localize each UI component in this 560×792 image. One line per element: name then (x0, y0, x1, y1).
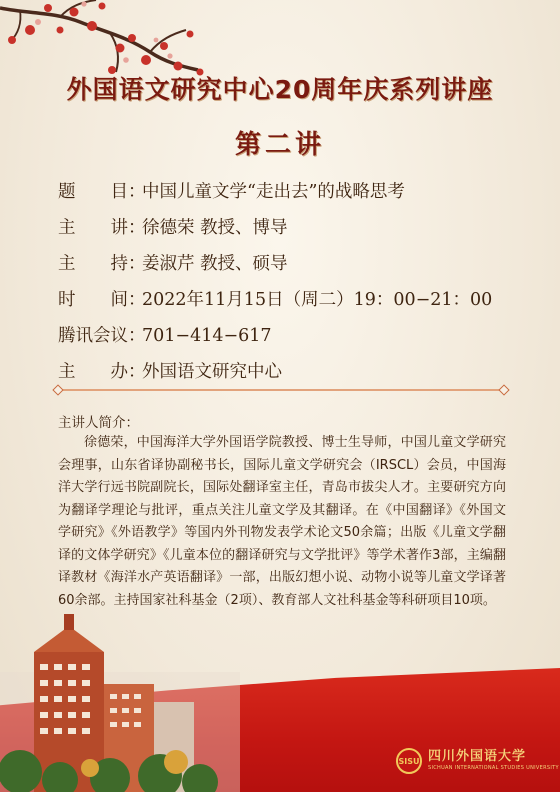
info-row-organizer (58, 354, 528, 390)
info-row-topic (58, 174, 528, 210)
university-name-cn: 四川外国语大学 (428, 749, 527, 764)
info-value: 2022年11月15日（周二）19：00−21：00 (142, 290, 493, 310)
info-label: 主 讲： (58, 218, 146, 238)
speaker-bio-heading: 主讲人简介： (58, 415, 139, 431)
lecture-series-title: 外国语文研究中心20周年庆系列讲座 (66, 75, 494, 104)
info-label: 主 持： (58, 254, 146, 274)
info-label: 主 办： (58, 362, 146, 382)
lecture-number: 第二讲 (234, 130, 325, 160)
info-row-meeting (58, 318, 528, 354)
university-seal-icon: SISU (396, 748, 422, 774)
info-label: 题 目： (58, 182, 146, 202)
university-logo (396, 748, 559, 774)
university-name (428, 750, 559, 772)
info-value: 中国儿童文学“走出去”的战略思考 (142, 182, 405, 202)
lecture-info (58, 174, 528, 390)
meeting-id: 701−414−617 (142, 326, 272, 346)
info-label: 腾讯会议： (58, 326, 146, 346)
info-row-speaker (58, 210, 528, 246)
info-value: 姜淑芹 教授、硕导 (142, 254, 288, 274)
info-label: 时 间： (58, 290, 146, 310)
university-name-en: SICHUAN INTERNATIONAL STUDIES UNIVERSITY (428, 765, 559, 771)
section-divider (58, 389, 504, 391)
campus-building-illustration (0, 612, 240, 792)
info-row-time (58, 282, 528, 318)
info-row-host (58, 246, 528, 282)
speaker-bio-text: 徐德荣，中国海洋大学外国语学院教授、博士生导师，中国儿童文学研究会理事，山东省译协副秘书长，国际儿童文学研究会（IRSCL）会员，中国海洋大学行远书院副院长，国际处翻译室主任，青岛市拔尖人才。主要研究方向为翻译学理论与批评，重点关注儿童文学及其翻译。在《中国翻译》《外国文学研究》《外语教学》等国内外刊物发表学术论文50余篇；出版《儿童文学翻译的文体学研究》《儿童本位的翻译研究与文学批评》等学术著作3部，主编翻译教材《海洋水产英语翻译》一部，出版幻想小说、动物小说等儿童文学译著60余部。主持国家社科基金（2项）、教育部人文社科基金等科研项目10项。 (58, 435, 506, 608)
info-value: 徐德荣 教授、博导 (142, 218, 288, 238)
info-value: 外国语文研究中心 (142, 362, 282, 382)
